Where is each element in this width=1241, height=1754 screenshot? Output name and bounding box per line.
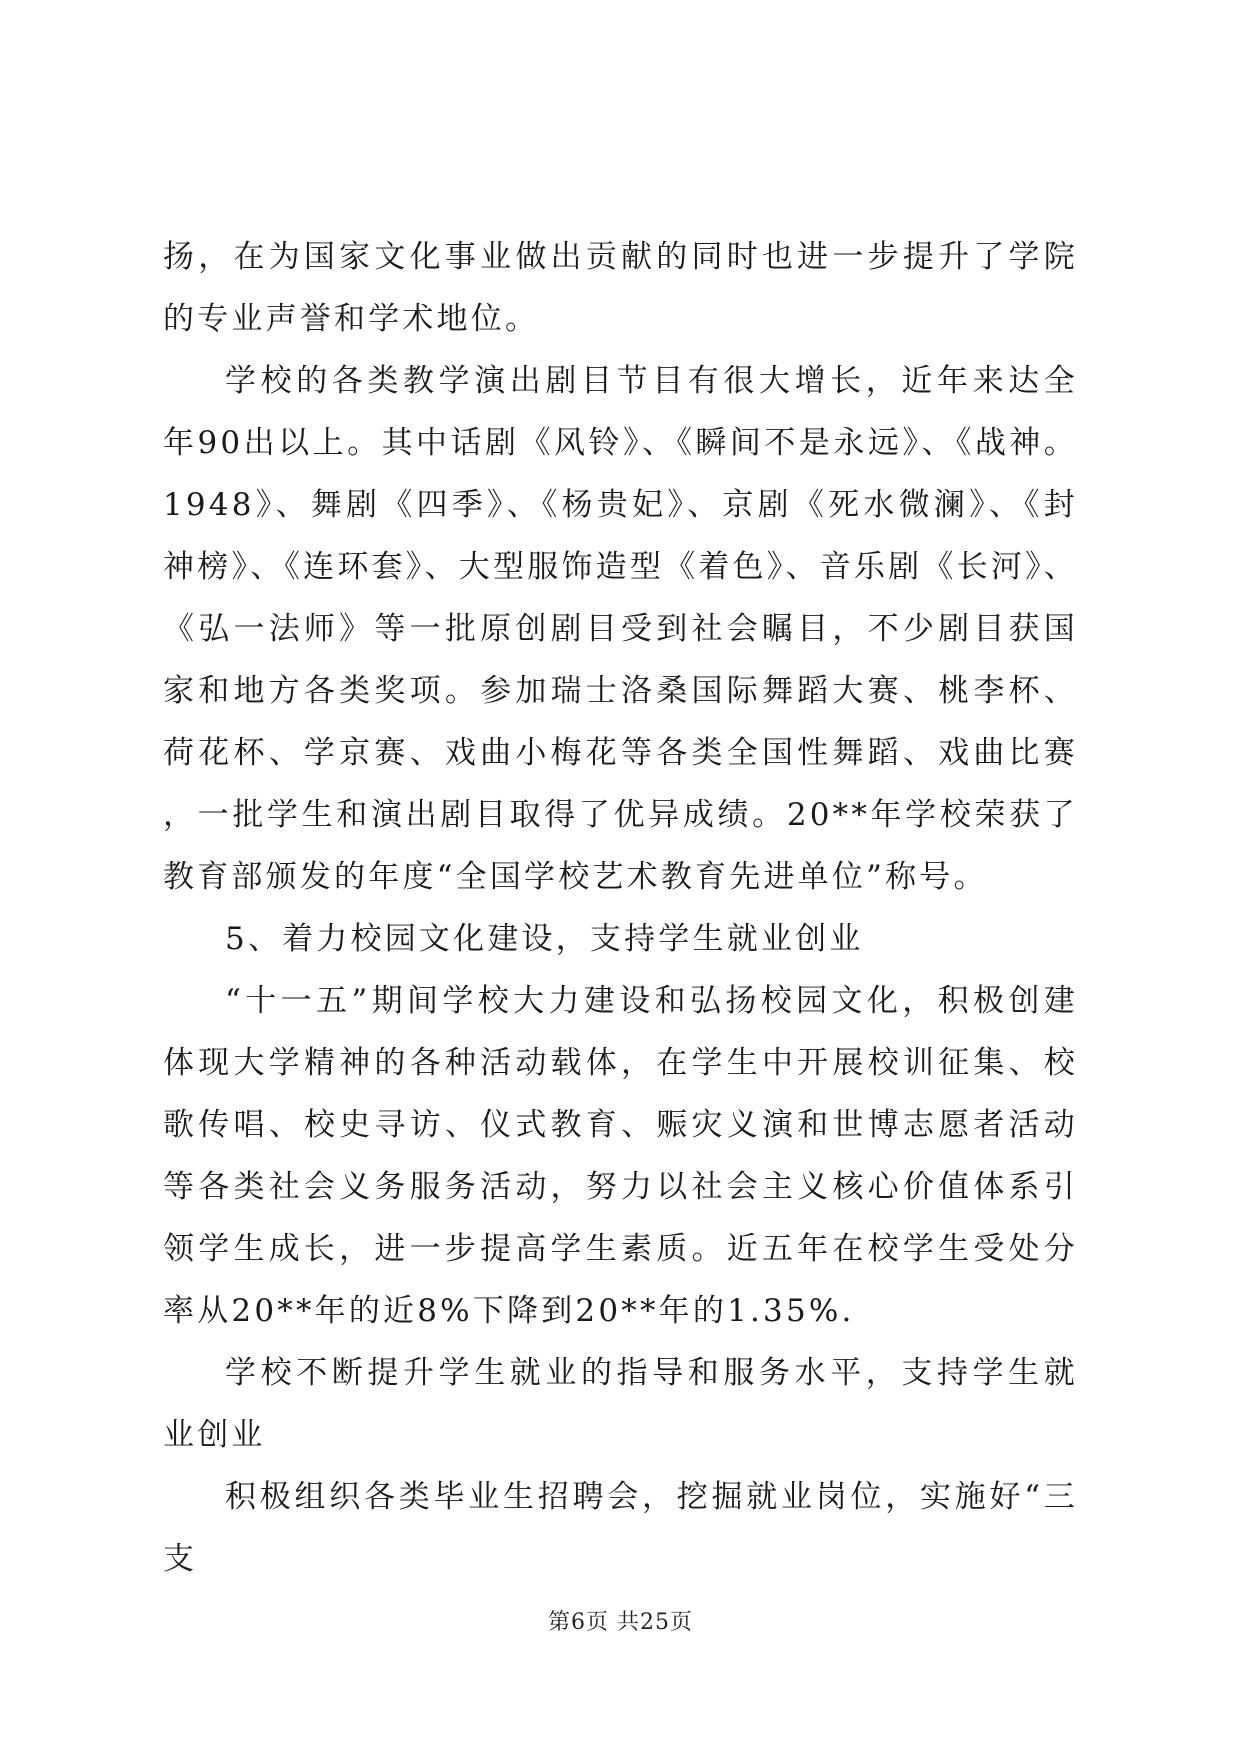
paragraph-recruitment: 积极组织各类毕业生招聘会，挖掘就业岗位，实施好“三支 (163, 1479, 1078, 1577)
paragraph-continuation: 扬，在为国家文化事业做出贡献的同时也进一步提升了学院的专业声誉和学术地位。 (163, 239, 1078, 337)
section-heading: 5、着力校园文化建设，支持学生就业创业 (225, 921, 864, 957)
paragraph-employment: 学校不断提升学生就业的指导和服务水平，支持学生就业创业 (163, 1355, 1078, 1453)
paragraph-campus-culture: “十一五”期间学校大力建设和弘扬校园文化，积极创建体现大学精神的各种活动载体，在学生中开展校训征集、校歌传唱、校史寻访、仪式教育、赈灾义演和世博志愿者活动等各类社会义务服务活动，努力以社会主义核心价值体系引领学生成长，进一步提高学生素质。近五年在校学生受处分率从20**年的近8%下降到20**年的1.35%. (163, 983, 1078, 1329)
page-number-footer: 第6页 共25页 (548, 1610, 693, 1635)
paragraph-performances: 学校的各类教学演出剧目节目有很大增长，近年来达全年90出以上。其中话剧《风铃》、《瞬间不是永远》、《战神。1948》、舞剧《四季》、《杨贵妃》、京剧《死水微澜》、《封神榜》、《连环套》、大型服饰造型《着色》、音乐剧《长河》、《弘一法师》等一批原创剧目受到社会瞩目，不少剧目获国家和地方各类奖项。参加瑞士洛桑国际舞蹈大赛、桃李杯、荷花杯、学京赛、戏曲小梅花等各类全国性舞蹈、戏曲比赛，一批学生和演出剧目取得了优异成绩。20**年学校荣获了教育部颁发的年度“全国学校艺术教育先进单位”称号。 (163, 363, 1078, 895)
document-body (163, 226, 1078, 1590)
